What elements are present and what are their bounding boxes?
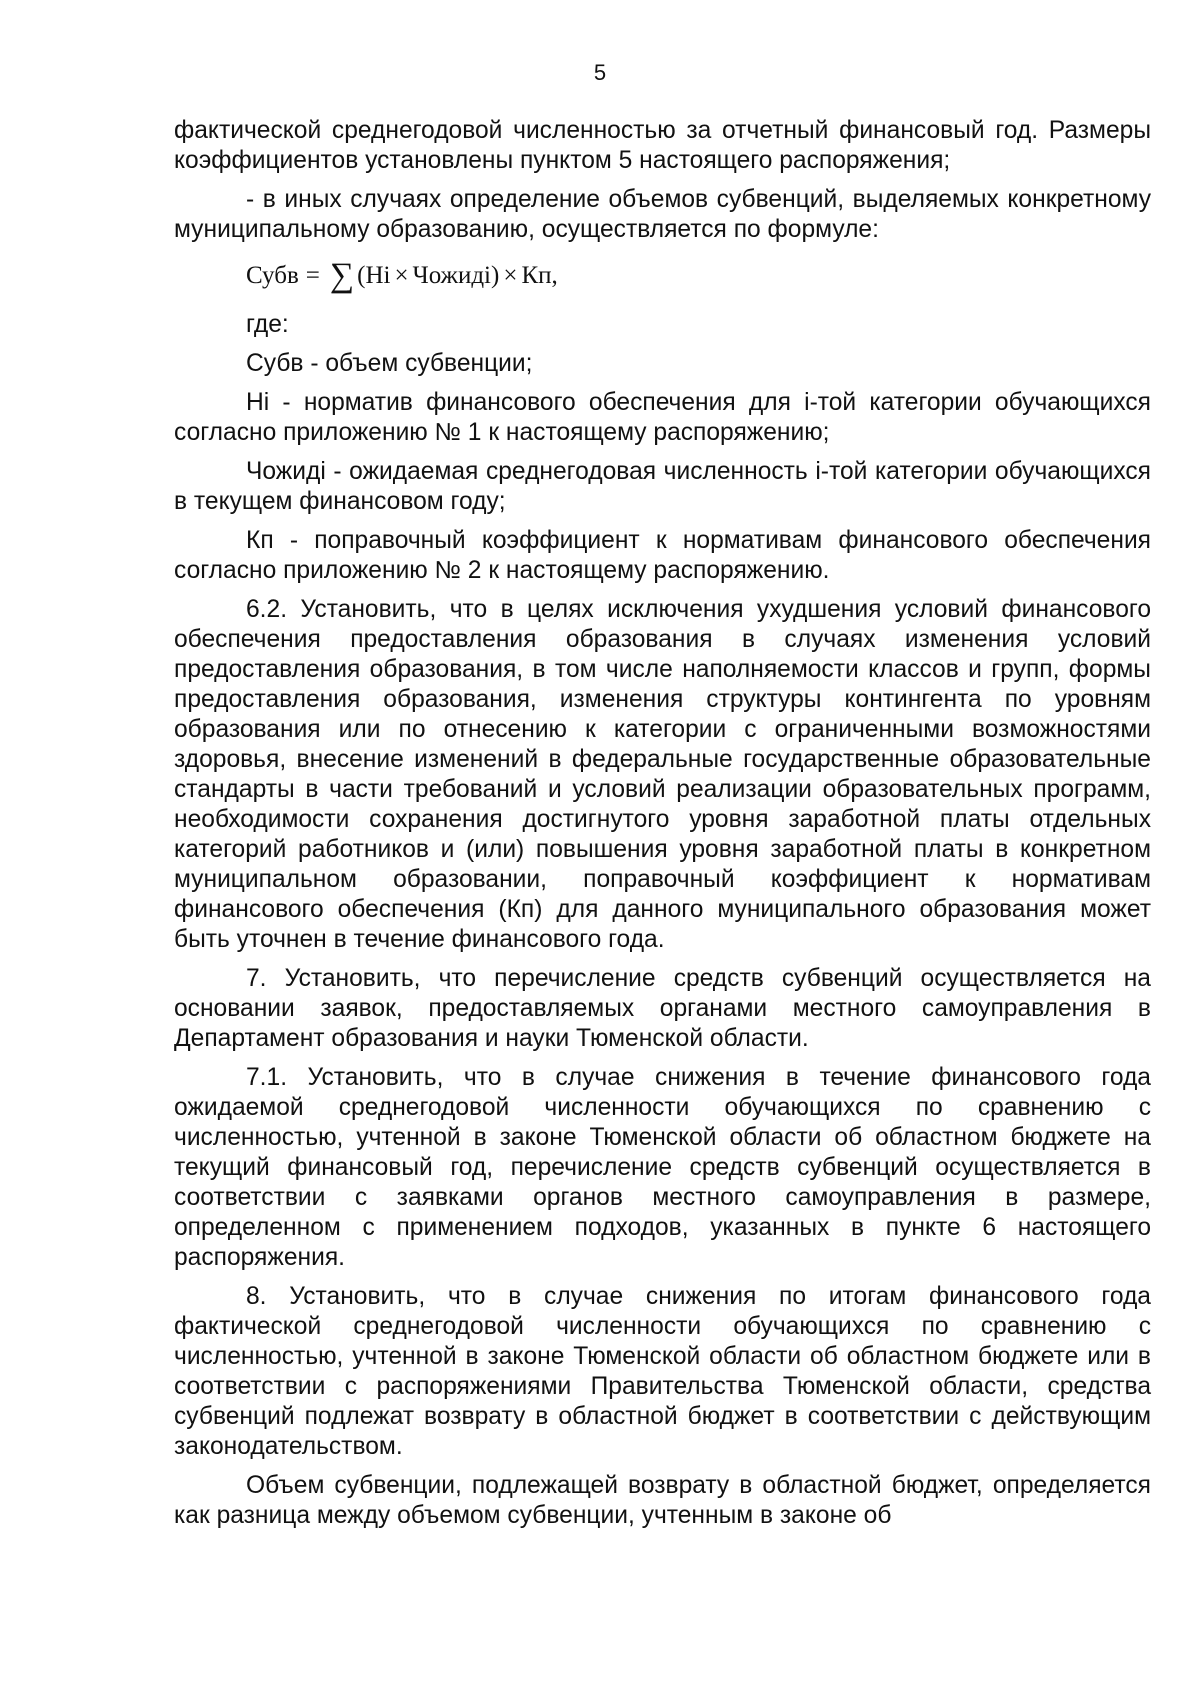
paragraph: Кп - поправочный коэффициент к нормативам финансового обеспечения согласно приложению № 2 к настоящему распоряжению. — [174, 527, 1151, 584]
page-number: 5 — [593, 60, 607, 85]
paragraph: Чожидi - ожидаемая среднегодовая численность i-той категории обучающихся в текущем финансовом году; — [174, 458, 1151, 515]
formula-end: , — [551, 262, 558, 289]
paragraph: где: — [246, 311, 289, 338]
formula-term-ni: Нi — [365, 262, 391, 289]
formula-times: × — [503, 262, 518, 289]
document-body — [174, 116, 1151, 1540]
paragraph: Нi - норматив финансового обеспечения для i-той категории обучающихся согласно приложению № 1 к настоящему распоряжению; — [174, 389, 1151, 446]
formula-times: × — [394, 262, 409, 289]
formula-term-chozhid: Чожидi — [412, 262, 491, 289]
subvention-formula — [246, 254, 1151, 298]
paragraph: 8. Установить, что в случае снижения по итогам финансового года фактической среднегодовой численности обучающихся по сравнению с численностью, учтенной в законе Тюменской области об областном бюджете или в соответствии с распоряжениями Правительства Тюменской области, средства субвенций подлежат возврату в областной бюджет в соответствии с действующим законодательством. — [174, 1283, 1151, 1460]
formula-term-kp: Кп — [521, 262, 552, 289]
formula-open-paren: ( — [357, 262, 366, 289]
paragraph: - в иных случаях определение объемов субвенций, выделяемых конкретному муниципальному образованию, осуществляется по формуле: — [174, 186, 1151, 243]
formula-equals: = — [305, 262, 320, 289]
sum-symbol: ∑ — [329, 257, 355, 294]
paragraph: фактической среднегодовой численностью за отчетный финансовый год. Размеры коэффициентов установлены пунктом 5 настоящего распоряжения; — [174, 117, 1151, 174]
paragraph: 7. Установить, что перечисление средств субвенций осуществляется на основании заявок, предоставляемых органами местного самоуправления в Департамент образования и науки Тюменской области. — [174, 965, 1151, 1052]
paragraph: 6.2. Установить, что в целях исключения ухудшения условий финансового обеспечения предоставления образования в случаях изменения условий предоставления образования, в том числе наполняемости классов и групп, формы предоставления образования, изменения структуры контингента по уровням образования или по отнесению к категории с ограниченными возможностями здоровья, внесение изменений в федеральные государственные образовательные стандарты в части требований и условий реализации образовательных программ, необходимости сохранения достигнутого уровня заработной платы отдельных категорий работников и (или) повышения уровня заработной платы в конкретном муниципальном образовании, поправочный коэффициент к нормативам финансового обеспечения (Кп) для данного муниципального образования может быть уточнен в течение финансового года. — [174, 596, 1151, 953]
paragraph: Субв - объем субвенции; — [246, 350, 533, 377]
paragraph: Объем субвенции, подлежащей возврату в областной бюджет, определяется как разница между объемом субвенции, учтенным в законе об — [174, 1472, 1151, 1529]
formula-close-paren: ) — [491, 262, 500, 289]
paragraph: 7.1. Установить, что в случае снижения в течение финансового года ожидаемой среднегодовой численности обучающихся по сравнению с численностью, учтенной в законе Тюменской области об областном бюджете на текущий финансовый год, перечисление средств субвенций осуществляется в соответствии с заявками органов местного самоуправления в размере, определенном с применением подходов, указанных в пункте 6 настоящего распоряжения. — [174, 1064, 1151, 1271]
formula-lhs: Субв — [246, 262, 299, 289]
